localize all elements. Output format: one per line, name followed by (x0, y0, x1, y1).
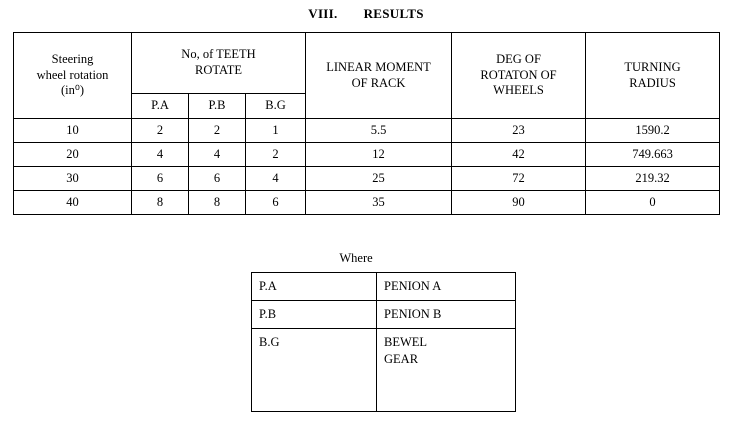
legend-value (377, 328, 516, 411)
cell-pb: 8 (189, 191, 246, 215)
table-row (14, 167, 720, 191)
cell-radius: 219.32 (586, 167, 720, 191)
document-page (0, 6, 732, 425)
cell-deg: 90 (452, 191, 586, 215)
header-steering-rotation: Steering wheel rotation (in⁰) (14, 33, 132, 119)
cell-pa: 6 (132, 167, 189, 191)
cell-bg: 6 (246, 191, 306, 215)
cell-bg: 1 (246, 119, 306, 143)
cell-rotation: 10 (14, 119, 132, 143)
cell-bg: 4 (246, 167, 306, 191)
subheader-bg: B.G (246, 94, 306, 119)
header-turning-radius: TURNING RADIUS (586, 33, 720, 119)
cell-pb: 2 (189, 119, 246, 143)
cell-linear: 5.5 (306, 119, 452, 143)
legend-key: P.B (252, 300, 377, 328)
cell-radius: 749.663 (586, 143, 720, 167)
cell-linear: 12 (306, 143, 452, 167)
results-table (13, 32, 720, 215)
legend-row (252, 300, 516, 328)
section-title-text: RESULTS (363, 6, 424, 21)
section-number: VIII. (308, 6, 338, 21)
header-linear-moment: LINEAR MOMENT OF RACK (306, 33, 452, 119)
cell-rotation: 30 (14, 167, 132, 191)
legend-row (252, 273, 516, 301)
legend-row (252, 328, 516, 411)
legend-value: PENION A (377, 273, 516, 301)
table-row (14, 119, 720, 143)
cell-pa: 4 (132, 143, 189, 167)
cell-pb: 6 (189, 167, 246, 191)
cell-deg: 23 (452, 119, 586, 143)
cell-pb: 4 (189, 143, 246, 167)
legend-key: P.A (252, 273, 377, 301)
header-teeth-rotate: No, of TEETH ROTATE (132, 33, 306, 94)
legend-value-line: GEAR (384, 351, 419, 366)
legend-table (251, 272, 516, 412)
table-row (14, 143, 720, 167)
cell-linear: 35 (306, 191, 452, 215)
cell-deg: 72 (452, 167, 586, 191)
cell-rotation: 20 (14, 143, 132, 167)
subheader-pb: P.B (189, 94, 246, 119)
cell-radius: 1590.2 (586, 119, 720, 143)
cell-rotation: 40 (14, 191, 132, 215)
cell-pa: 2 (132, 119, 189, 143)
section-heading (0, 6, 732, 22)
cell-deg: 42 (452, 143, 586, 167)
header-deg-rotation: DEG OF ROTATON OF WHEELS (452, 33, 586, 119)
legend-value: PENION B (377, 300, 516, 328)
subheader-pa: P.A (132, 94, 189, 119)
legend-caption: Where (339, 251, 373, 265)
cell-linear: 25 (306, 167, 452, 191)
cell-pa: 8 (132, 191, 189, 215)
table-row (14, 191, 720, 215)
legend-value-line: BEWEL (384, 334, 428, 349)
cell-bg: 2 (246, 143, 306, 167)
cell-radius: 0 (586, 191, 720, 215)
table-header-row (14, 33, 720, 94)
legend-key: B.G (252, 328, 377, 411)
